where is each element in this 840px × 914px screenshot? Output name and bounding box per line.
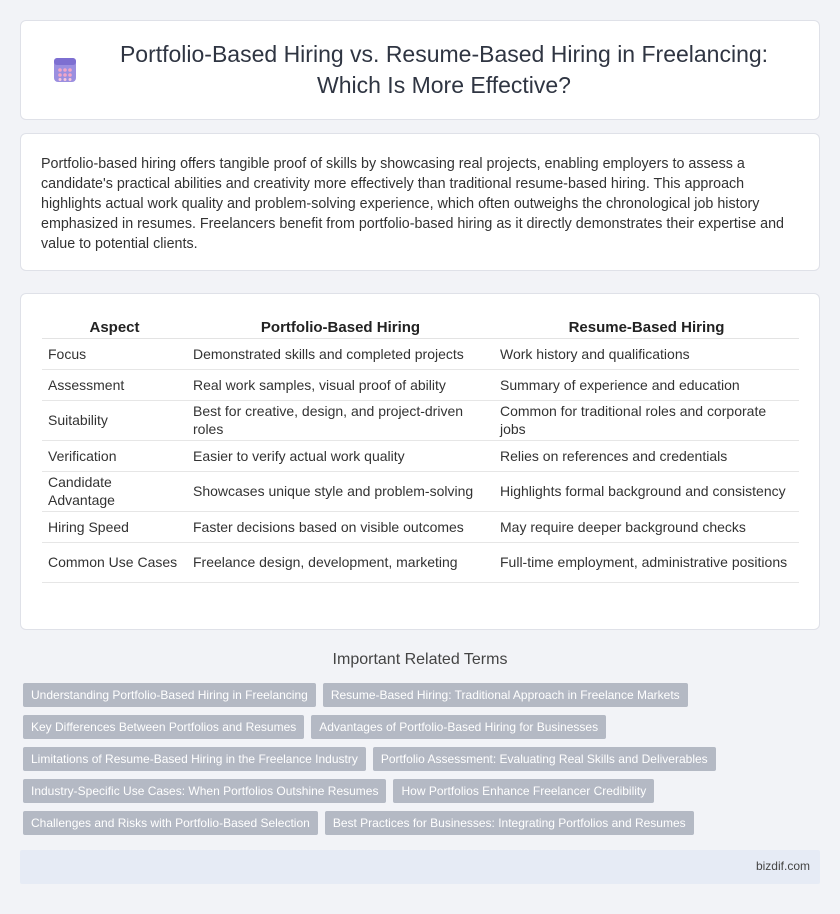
related-term-link[interactable]: How Portfolios Enhance Freelancer Credibility — [393, 779, 654, 803]
table-row — [42, 400, 799, 440]
table-row — [42, 471, 799, 511]
footer-bar — [20, 850, 820, 884]
related-term-link[interactable]: Resume-Based Hiring: Traditional Approach in Freelance Markets — [323, 683, 688, 707]
cell-aspect: Verification — [42, 440, 187, 471]
table-row — [42, 542, 799, 582]
cell-aspect: Common Use Cases — [42, 542, 187, 582]
cell-portfolio: Demonstrated skills and completed projects — [187, 338, 494, 369]
cell-portfolio: Real work samples, visual proof of ability — [187, 369, 494, 400]
related-term-link[interactable]: Portfolio Assessment: Evaluating Real Skills and Deliverables — [373, 747, 716, 771]
table-header-row — [42, 310, 799, 338]
comparison-table — [42, 310, 799, 583]
cell-aspect: Candidate Advantage — [42, 471, 187, 511]
header-resume: Resume-Based Hiring — [494, 310, 799, 338]
related-term-link[interactable]: Challenges and Risks with Portfolio-Based Selection — [23, 811, 318, 835]
cell-portfolio: Freelance design, development, marketing — [187, 542, 494, 582]
footer-site-name: bizdif.com — [755, 859, 810, 873]
related-terms-heading: Important Related Terms — [332, 651, 508, 668]
cell-resume: Summary of experience and education — [494, 369, 799, 400]
related-term-link[interactable]: Industry-Specific Use Cases: When Portfolios Outshine Resumes — [23, 779, 386, 803]
cell-aspect: Suitability — [42, 400, 187, 440]
related-term-link[interactable]: Best Practices for Businesses: Integrating Portfolios and Resumes — [325, 811, 694, 835]
cell-resume: Work history and qualifications — [494, 338, 799, 369]
comparison-table-card — [20, 293, 820, 630]
cell-resume: May require deeper background checks — [494, 511, 799, 542]
related-terms-list — [23, 683, 823, 843]
table-row — [42, 369, 799, 400]
table-row — [42, 440, 799, 471]
calculator-icon — [51, 56, 79, 84]
cell-resume: Relies on references and credentials — [494, 440, 799, 471]
cell-portfolio: Faster decisions based on visible outcomes — [187, 511, 494, 542]
title-card — [20, 20, 820, 120]
summary-text: Portfolio-based hiring offers tangible proof of skills by showcasing real projects, enabling employers to assess a candidate's practical abilities and creativity more effectively than traditional resume-based hiring. This approach highlights actual work quality and problem-solving experience, which often outweighs the chronological job history emphasized in resumes. Freelancers benefit from portfolio-based hiring as it directly demonstrates their expertise and value to potential clients. — [41, 156, 784, 252]
related-term-link[interactable]: Advantages of Portfolio-Based Hiring for Businesses — [311, 715, 606, 739]
cell-aspect: Focus — [42, 338, 187, 369]
table-row — [42, 338, 799, 369]
summary-card — [20, 133, 820, 271]
header-portfolio: Portfolio-Based Hiring — [187, 310, 494, 338]
related-term-link[interactable]: Limitations of Resume-Based Hiring in the Freelance Industry — [23, 747, 366, 771]
cell-resume: Highlights formal background and consistency — [494, 471, 799, 511]
table-row — [42, 511, 799, 542]
related-term-link[interactable]: Key Differences Between Portfolios and Resumes — [23, 715, 304, 739]
cell-portfolio: Showcases unique style and problem-solving — [187, 471, 494, 511]
cell-portfolio: Easier to verify actual work quality — [187, 440, 494, 471]
cell-portfolio: Best for creative, design, and project-driven roles — [187, 400, 494, 440]
related-term-link[interactable]: Understanding Portfolio-Based Hiring in Freelancing — [23, 683, 316, 707]
cell-resume: Full-time employment, administrative positions — [494, 542, 799, 582]
cell-aspect: Assessment — [42, 369, 187, 400]
page-title: Portfolio-Based Hiring vs. Resume-Based Hiring in Freelancing: Which Is More Effective? — [119, 41, 769, 98]
header-aspect: Aspect — [42, 310, 187, 338]
cell-resume: Common for traditional roles and corporate jobs — [494, 400, 799, 440]
cell-aspect: Hiring Speed — [42, 511, 187, 542]
